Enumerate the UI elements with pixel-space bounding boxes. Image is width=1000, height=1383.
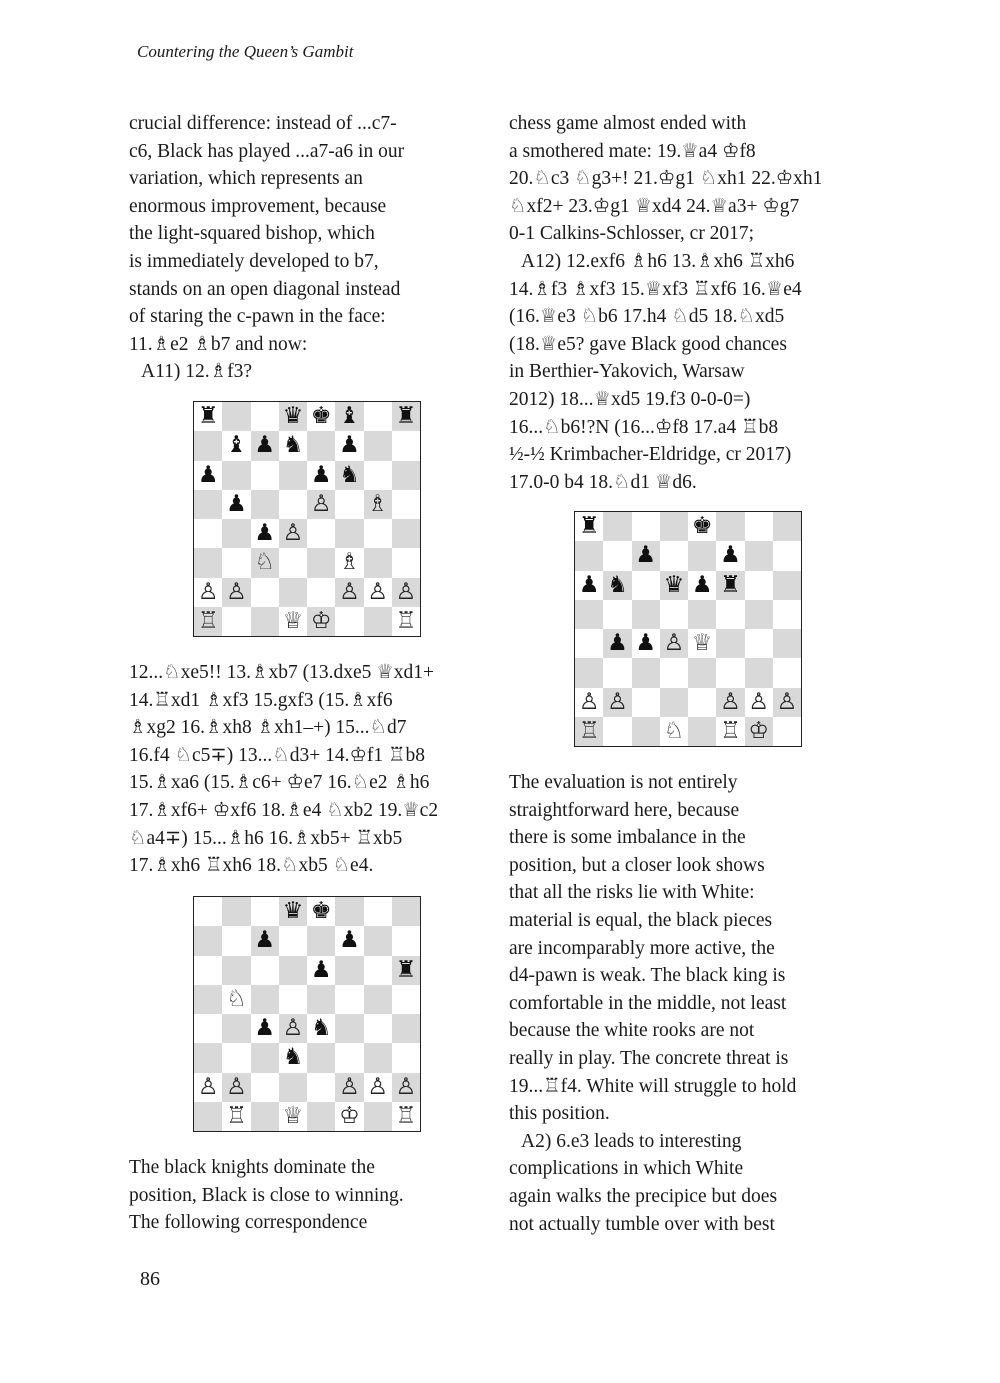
text-line: this position.	[509, 1103, 610, 1125]
white-pawn-icon: ♙	[335, 1073, 363, 1102]
white-pawn-icon: ♙	[194, 578, 222, 607]
page-number: 86	[140, 1268, 160, 1290]
text-line: 17.0-0 b4 18.♘d1 ♕d6.	[509, 471, 697, 493]
black-pawn-icon: ♟	[251, 1014, 279, 1043]
board-square	[716, 658, 744, 687]
board-square	[279, 926, 307, 955]
board-square	[575, 658, 603, 687]
white-knight-icon: ♘	[222, 985, 250, 1014]
board-square	[660, 658, 688, 687]
text-line: straightforward here, because	[509, 799, 740, 821]
board-square	[632, 658, 660, 687]
white-bishop-icon: ♗	[335, 548, 363, 577]
board-square	[307, 1043, 335, 1072]
board-square	[251, 956, 279, 985]
white-rook-icon: ♖	[194, 607, 222, 636]
text-line: crucial difference: instead of ...c7-	[129, 113, 397, 134]
white-pawn-icon: ♙	[392, 578, 420, 607]
text-line: The following correspondence	[129, 1212, 368, 1234]
board-square	[688, 600, 716, 629]
chess-diagram-3	[574, 511, 802, 747]
board-square	[194, 1043, 222, 1072]
board-square	[364, 1014, 392, 1043]
board-square	[632, 512, 660, 541]
black-pawn-icon: ♟	[632, 541, 660, 570]
text-line: variation, which represents an	[129, 168, 363, 190]
board-square	[392, 431, 420, 460]
text-line: a smothered mate: 19.♕a4 ♔f8	[509, 140, 756, 162]
board-square	[364, 461, 392, 490]
board-square	[364, 607, 392, 636]
board-square	[222, 461, 250, 490]
board-square	[364, 926, 392, 955]
text-line: in Berthier-Yakovich, Warsaw	[509, 361, 745, 383]
board-square	[773, 717, 801, 746]
black-king-icon: ♚	[688, 512, 716, 541]
white-bishop-icon: ♗	[364, 490, 392, 519]
white-knight-icon: ♘	[660, 717, 688, 746]
black-knight-icon: ♞	[603, 571, 631, 600]
board-square	[194, 431, 222, 460]
board-square	[251, 1102, 279, 1131]
text-line: position, but a closer look shows	[509, 854, 765, 876]
white-pawn-icon: ♙	[364, 578, 392, 607]
white-pawn-icon: ♙	[279, 1014, 307, 1043]
board-square	[251, 1073, 279, 1102]
black-bishop-icon: ♝	[222, 431, 250, 460]
white-pawn-icon: ♙	[194, 1073, 222, 1102]
board-square	[194, 926, 222, 955]
text-line: there is some imbalance in the	[509, 827, 746, 849]
black-pawn-icon: ♟	[716, 541, 744, 570]
white-knight-icon: ♘	[251, 548, 279, 577]
board-square	[194, 897, 222, 926]
white-queen-icon: ♕	[688, 629, 716, 658]
board-square	[603, 541, 631, 570]
text-line: 17.♗xf6+ ♔xf6 18.♗e4 ♘xb2 19.♕c2	[129, 799, 439, 821]
white-pawn-icon: ♙	[279, 519, 307, 548]
left-column-bottom	[129, 1154, 489, 1237]
text-line: The evaluation is not entirely	[509, 772, 738, 793]
board-square	[279, 548, 307, 577]
board-square	[392, 985, 420, 1014]
black-queen-icon: ♛	[279, 897, 307, 926]
board-square	[364, 548, 392, 577]
black-rook-icon: ♜	[194, 402, 222, 431]
board-square	[194, 1102, 222, 1131]
text-line: d4-pawn is weak. The black king is	[509, 965, 786, 987]
board-square	[632, 600, 660, 629]
text-line: stands on an open diagonal instead	[129, 278, 401, 300]
text-line: 16...♘b6!?N (16...♔f8 17.a4 ♖b8	[509, 416, 779, 438]
left-text-block-2	[129, 659, 489, 880]
black-king-icon: ♚	[307, 402, 335, 431]
board-square	[251, 1043, 279, 1072]
board-square	[392, 897, 420, 926]
board-square	[392, 1014, 420, 1043]
black-bishop-icon: ♝	[335, 402, 363, 431]
board-square	[307, 1102, 335, 1131]
board-square	[773, 658, 801, 687]
black-pawn-icon: ♟	[307, 461, 335, 490]
black-pawn-icon: ♟	[307, 956, 335, 985]
board-square	[307, 578, 335, 607]
black-rook-icon: ♜	[575, 512, 603, 541]
white-pawn-icon: ♙	[222, 578, 250, 607]
board-square	[716, 600, 744, 629]
text-line: c6, Black has played ...a7-a6 in our	[129, 140, 405, 162]
white-rook-icon: ♖	[575, 717, 603, 746]
text-line: because the white rooks are not	[509, 1020, 755, 1042]
text-line: 19...♖f4. White will struggle to hold	[509, 1075, 797, 1097]
black-knight-icon: ♞	[279, 431, 307, 460]
text-line: 14.♗f3 ♗xf3 15.♕xf3 ♖xf6 16.♕e4	[509, 278, 802, 300]
text-line: A2) 6.e3 leads to interesting	[521, 1130, 742, 1152]
text-line: is immediately developed to b7,	[129, 250, 379, 272]
board-square	[773, 512, 801, 541]
black-pawn-icon: ♟	[575, 571, 603, 600]
black-rook-icon: ♜	[716, 571, 744, 600]
white-king-icon: ♔	[335, 1102, 363, 1131]
board-square	[364, 985, 392, 1014]
black-knight-icon: ♞	[307, 1014, 335, 1043]
board-square	[279, 985, 307, 1014]
text-line: 11.♗e2 ♗b7 and now:	[129, 333, 308, 355]
board-square	[335, 897, 363, 926]
board-square	[364, 1043, 392, 1072]
white-queen-icon: ♕	[279, 607, 307, 636]
white-pawn-icon: ♙	[745, 688, 773, 717]
text-line: enormous improvement, because	[129, 195, 387, 217]
text-line: 20.♘c3 ♘g3+! 21.♔g1 ♘xh1 22.♔xh1	[509, 168, 823, 190]
board-square	[222, 897, 250, 926]
board-square	[307, 431, 335, 460]
board-square	[194, 490, 222, 519]
board-square	[307, 519, 335, 548]
board-square	[279, 956, 307, 985]
board-square	[745, 512, 773, 541]
board-square	[745, 571, 773, 600]
board-square	[222, 926, 250, 955]
text-line: (18.♕e5? gave Black good chances	[509, 333, 787, 355]
text-line: of staring the c-pawn in the face:	[129, 306, 386, 328]
black-knight-icon: ♞	[335, 461, 363, 490]
board-square	[335, 1014, 363, 1043]
white-queen-icon: ♕	[279, 1102, 307, 1131]
white-pawn-icon: ♙	[575, 688, 603, 717]
board-square	[632, 688, 660, 717]
board-square	[660, 512, 688, 541]
board-square	[688, 688, 716, 717]
text-line: ♘xf2+ 23.♔g1 ♕xd4 24.♕a3+ ♔g7	[509, 195, 800, 217]
board-square	[745, 541, 773, 570]
board-square	[222, 607, 250, 636]
board-square	[603, 658, 631, 687]
board-square	[222, 1043, 250, 1072]
board-square	[716, 512, 744, 541]
white-king-icon: ♔	[307, 607, 335, 636]
board-square	[307, 985, 335, 1014]
board-square	[279, 1073, 307, 1102]
board-square	[307, 548, 335, 577]
black-queen-icon: ♛	[660, 571, 688, 600]
white-pawn-icon: ♙	[660, 629, 688, 658]
board-square	[307, 926, 335, 955]
board-square	[251, 607, 279, 636]
text-line: A12) 12.exf6 ♗h6 13.♗xh6 ♖xh6	[521, 250, 795, 272]
left-text-block-3	[129, 1154, 489, 1237]
right-text-block-1	[509, 110, 869, 496]
black-pawn-icon: ♟	[603, 629, 631, 658]
white-rook-icon: ♖	[392, 607, 420, 636]
board-square	[660, 541, 688, 570]
black-pawn-icon: ♟	[251, 519, 279, 548]
board-square	[364, 956, 392, 985]
board-square	[603, 512, 631, 541]
text-line: 16.f4 ♘c5∓) 13...♘d3+ 14.♔f1 ♖b8	[129, 744, 426, 766]
black-pawn-icon: ♟	[251, 926, 279, 955]
board-square	[392, 519, 420, 548]
board-square	[335, 985, 363, 1014]
white-pawn-icon: ♙	[307, 490, 335, 519]
text-line: ♗xg2 16.♗xh8 ♗xh1–+) 15...♘d7	[129, 717, 407, 739]
board-square	[575, 541, 603, 570]
board-square	[660, 688, 688, 717]
board-square	[307, 1073, 335, 1102]
board-square	[688, 717, 716, 746]
running-header: Countering the Queen’s Gambit	[137, 42, 354, 61]
board-square	[251, 490, 279, 519]
board-square	[335, 956, 363, 985]
board-square	[194, 985, 222, 1014]
text-line: 2012) 18...♕xd5 19.f3 0-0-0=)	[509, 388, 751, 410]
text-line: 17.♗xh6 ♖xh6 18.♘xb5 ♘e4.	[129, 855, 374, 877]
board-square	[335, 519, 363, 548]
board-square	[251, 402, 279, 431]
board-square	[251, 461, 279, 490]
text-line: A11) 12.♗f3?	[141, 361, 252, 383]
text-line: 12...♘xe5!! 13.♗xb7 (13.dxe5 ♕xd1+	[129, 662, 434, 683]
board-square	[222, 956, 250, 985]
board-square	[364, 431, 392, 460]
board-square	[364, 1102, 392, 1131]
white-pawn-icon: ♙	[773, 688, 801, 717]
text-line: material is equal, the black pieces	[509, 909, 773, 931]
white-pawn-icon: ♙	[392, 1073, 420, 1102]
board-square	[194, 548, 222, 577]
left-column	[129, 110, 489, 386]
black-pawn-icon: ♟	[632, 629, 660, 658]
board-square	[194, 1014, 222, 1043]
black-knight-icon: ♞	[279, 1043, 307, 1072]
black-pawn-icon: ♟	[688, 571, 716, 600]
board-square	[745, 600, 773, 629]
text-line: 14.♖xd1 ♗xf3 15.gxf3 (15.♗xf6	[129, 689, 393, 711]
right-text-block-2	[509, 769, 869, 1238]
black-pawn-icon: ♟	[335, 431, 363, 460]
board-square	[251, 578, 279, 607]
chess-diagram-1	[193, 401, 421, 637]
board-square	[364, 402, 392, 431]
board-square	[575, 629, 603, 658]
black-pawn-icon: ♟	[222, 490, 250, 519]
board-square	[392, 490, 420, 519]
board-square	[392, 548, 420, 577]
white-rook-icon: ♖	[222, 1102, 250, 1131]
black-rook-icon: ♜	[392, 956, 420, 985]
black-queen-icon: ♛	[279, 402, 307, 431]
text-line: The black knights dominate the	[129, 1157, 375, 1178]
text-line: really in play. The concrete threat is	[509, 1047, 789, 1069]
left-column-middle	[129, 659, 489, 880]
board-square	[688, 541, 716, 570]
board-square	[222, 402, 250, 431]
right-column-bottom	[509, 769, 869, 1238]
text-line: comfortable in the middle, not least	[509, 992, 787, 1014]
text-line: chess game almost ended with	[509, 113, 747, 134]
board-square	[660, 600, 688, 629]
board-square	[632, 571, 660, 600]
board-square	[773, 629, 801, 658]
board-square	[603, 600, 631, 629]
board-square	[194, 956, 222, 985]
black-pawn-icon: ♟	[335, 926, 363, 955]
text-line: not actually tumble over with best	[509, 1213, 775, 1235]
white-pawn-icon: ♙	[603, 688, 631, 717]
white-pawn-icon: ♙	[716, 688, 744, 717]
board-square	[716, 629, 744, 658]
board-square	[335, 490, 363, 519]
white-king-icon: ♔	[745, 717, 773, 746]
text-line: that all the risks lie with White:	[509, 882, 755, 904]
board-square	[392, 926, 420, 955]
board-square	[773, 571, 801, 600]
text-line: 0-1 Calkins-Schlosser, cr 2017;	[509, 223, 755, 245]
board-square	[745, 658, 773, 687]
text-line: complications in which White	[509, 1158, 744, 1180]
board-square	[279, 490, 307, 519]
board-square	[745, 629, 773, 658]
text-line: (16.♕e3 ♘b6 17.h4 ♘d5 18.♘xd5	[509, 306, 785, 328]
black-king-icon: ♚	[307, 897, 335, 926]
text-line: 15.♗xa6 (15.♗c6+ ♔e7 16.♘e2 ♗h6	[129, 772, 430, 794]
board-square	[279, 578, 307, 607]
black-pawn-icon: ♟	[251, 431, 279, 460]
left-text-block-1	[129, 110, 489, 386]
board-square	[194, 519, 222, 548]
text-line: again walks the precipice but does	[509, 1185, 778, 1207]
board-square	[575, 600, 603, 629]
board-square	[603, 717, 631, 746]
board-square	[632, 717, 660, 746]
board-square	[364, 897, 392, 926]
white-pawn-icon: ♙	[222, 1073, 250, 1102]
chess-diagram-2	[193, 896, 421, 1132]
white-pawn-icon: ♙	[364, 1073, 392, 1102]
board-square	[222, 1014, 250, 1043]
board-square	[773, 600, 801, 629]
right-column	[509, 110, 869, 496]
black-rook-icon: ♜	[392, 402, 420, 431]
white-pawn-icon: ♙	[335, 578, 363, 607]
text-line: the light-squared bishop, which	[129, 223, 375, 245]
board-square	[392, 461, 420, 490]
board-square	[251, 897, 279, 926]
board-square	[279, 461, 307, 490]
text-line: ½-½ Krimbacher-Eldridge, cr 2017)	[509, 444, 792, 466]
text-line: position, Black is close to winning.	[129, 1184, 404, 1206]
board-square	[335, 1043, 363, 1072]
board-square	[222, 519, 250, 548]
board-square	[251, 985, 279, 1014]
white-rook-icon: ♖	[392, 1102, 420, 1131]
text-line: are incomparably more active, the	[509, 937, 775, 959]
board-square	[392, 1043, 420, 1072]
text-line: ♘a4∓) 15...♗h6 16.♗xb5+ ♖xb5	[129, 827, 403, 849]
white-rook-icon: ♖	[716, 717, 744, 746]
board-square	[688, 658, 716, 687]
board-square	[335, 607, 363, 636]
board-square	[222, 548, 250, 577]
board-square	[364, 519, 392, 548]
board-square	[773, 541, 801, 570]
black-pawn-icon: ♟	[194, 461, 222, 490]
